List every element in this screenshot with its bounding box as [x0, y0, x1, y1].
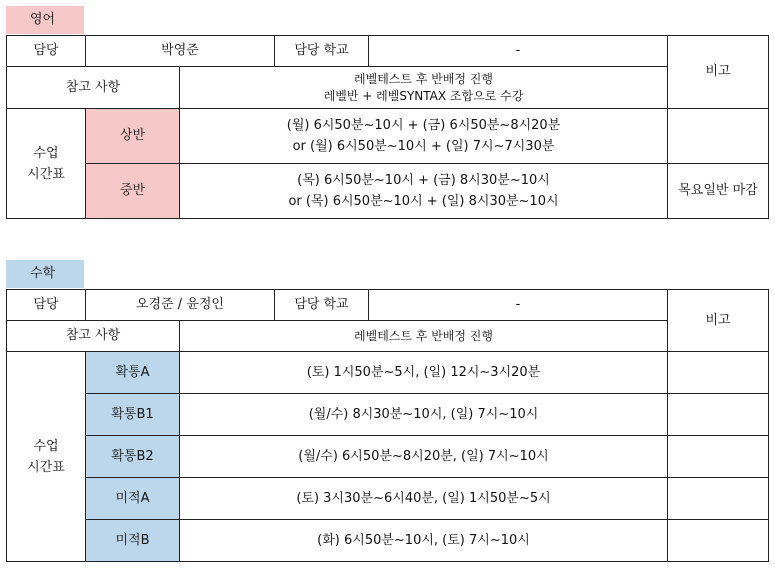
english-reference-label: 참고 사항 [7, 67, 180, 109]
math-class-note [668, 352, 769, 394]
english-class-schedule-line2: or (월) 6시50분~10시 + (일) 7시~7시30분 [292, 139, 555, 154]
math-manager-value: 오경준 / 윤정인 [86, 290, 275, 321]
math-class-name: 확통B1 [86, 394, 180, 436]
math-manager-label: 담당 [7, 290, 86, 321]
math-timetable-label [7, 352, 86, 562]
math-class-name: 미적B [86, 520, 180, 562]
math-notes-header: 비고 [668, 290, 769, 352]
english-manager-value: 박영준 [86, 36, 275, 67]
math-class-schedule: (월/수) 6시50분~8시20분, (일) 7시~10시 [180, 436, 668, 478]
math-class-schedule: (토) 1시50분~5시, (일) 12시~3시20분 [180, 352, 668, 394]
english-reference-line2: 레벨반 + 레벨SYNTAX 조합으로 수강 [323, 88, 524, 103]
math-class-name: 미적A [86, 478, 180, 520]
english-class-schedule-line1: (목) 6시50분~10시 + (금) 8시30분~10시 [297, 173, 550, 188]
math-class-schedule: (화) 6시50분~10시, (토) 7시~10시 [180, 520, 668, 562]
math-school-value: - [369, 290, 668, 321]
english-schedule-table [6, 35, 769, 219]
math-class-schedule: (토) 3시30분~6시40분, (일) 1시50분~5시 [180, 478, 668, 520]
math-schedule-table [6, 289, 769, 562]
english-timetable-label-line1: 수업 [33, 145, 59, 161]
english-reference-line1: 레벨테스트 후 반배정 진행 [354, 71, 493, 86]
english-class-name: 중반 [86, 164, 180, 219]
english-reference-value [180, 67, 668, 109]
english-class-schedule [180, 164, 668, 219]
math-reference-value: 레벨테스트 후 반배정 진행 [180, 321, 668, 352]
english-class-schedule [180, 109, 668, 164]
math-class-name: 확통B2 [86, 436, 180, 478]
math-class-note [668, 394, 769, 436]
math-class-note [668, 436, 769, 478]
english-manager-label: 담당 [7, 36, 86, 67]
math-class-note [668, 478, 769, 520]
math-timetable-label-line1: 수업 [33, 438, 59, 454]
english-school-label: 담당 학교 [275, 36, 369, 67]
english-class-note [668, 109, 769, 164]
english-timetable-label [7, 109, 86, 219]
math-school-label: 담당 학교 [275, 290, 369, 321]
english-section-tag: 영어 [6, 6, 84, 34]
english-class-note: 목요일반 마감 [668, 164, 769, 219]
math-timetable-label-line2: 시간표 [27, 459, 65, 475]
math-reference-label: 참고 사항 [7, 321, 180, 352]
english-class-schedule-line2: or (목) 6시50분~10시 + (일) 8시30분~10시 [288, 194, 559, 209]
math-class-note [668, 520, 769, 562]
math-class-name: 확통A [86, 352, 180, 394]
english-notes-header: 비고 [668, 36, 769, 109]
math-section-tag: 수학 [6, 260, 84, 288]
english-timetable-label-line2: 시간표 [27, 166, 65, 182]
english-class-name: 상반 [86, 109, 180, 164]
english-class-schedule-line1: (월) 6시50분~10시 + (금) 6시50분~8시20분 [286, 118, 561, 133]
english-school-value: - [369, 36, 668, 67]
math-class-schedule: (월/수) 8시30분~10시, (일) 7시~10시 [180, 394, 668, 436]
